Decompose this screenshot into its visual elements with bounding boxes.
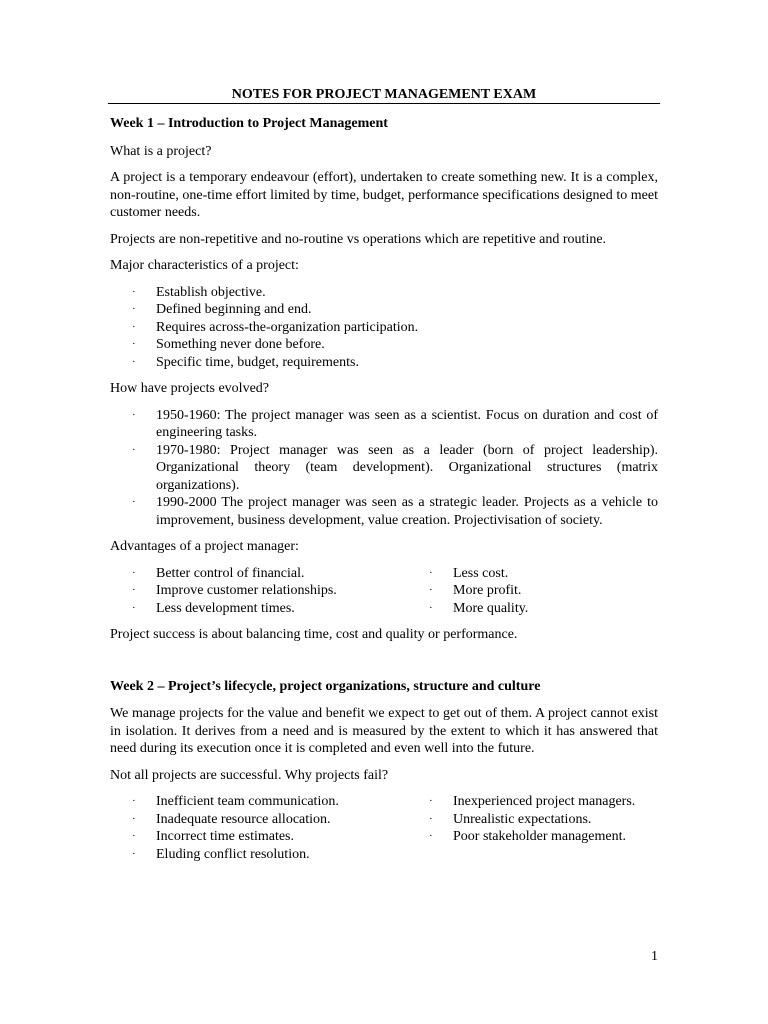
advantages-list-left xyxy=(110,565,407,618)
characteristics-list xyxy=(110,284,658,372)
list-item: · More quality. xyxy=(407,600,658,618)
list-item: · 1990-2000 The project manager was seen as a strategic leader. Projects as a vehicle to improvement, business development, value creation. Projectivisation of society. xyxy=(110,494,658,529)
list-item: · Better control of financial. xyxy=(110,565,407,583)
list-item: · Inexperienced project managers. xyxy=(407,793,658,811)
fail-columns xyxy=(110,793,658,863)
list-item: · Less development times. xyxy=(110,600,407,618)
week2-paragraph-value: We manage projects for the value and benefit we expect to get out of them. A project cannot exist in isolation. It derives from a need and is measured by the extent to which it has answered that need during its execution once it is completed and even well into the future. xyxy=(110,706,658,756)
list-item: · Specific time, budget, requirements. xyxy=(110,354,658,372)
page-number: 1 xyxy=(651,949,658,964)
week1-heading: Week 1 – Introduction to Project Management xyxy=(110,116,388,131)
list-item: · More profit. xyxy=(407,582,658,600)
list-item: · Inadequate resource allocation. xyxy=(110,811,407,829)
week2-heading: Week 2 – Project’s lifecycle, project organizations, structure and culture xyxy=(110,678,541,694)
list-item: · Requires across-the-organization participation. xyxy=(110,319,658,337)
advantages-columns xyxy=(110,565,658,618)
document-body xyxy=(110,115,658,872)
title-rule xyxy=(108,103,660,104)
list-item: · Establish objective. xyxy=(110,284,658,302)
week1-question-characteristics: Major characteristics of a project: xyxy=(110,258,299,273)
list-item: · Unrealistic expectations. xyxy=(407,811,658,829)
list-item: · Eluding conflict resolution. xyxy=(110,846,407,864)
document-title: NOTES FOR PROJECT MANAGEMENT EXAM xyxy=(231,87,537,102)
list-item: · 1950-1960: The project manager was seen as a scientist. Focus on duration and cost of engineering tasks. xyxy=(110,407,658,442)
evolution-list xyxy=(110,407,658,530)
week1-paragraph-definition: A project is a temporary endeavour (effort), undertaken to create something new. It is a complex, non-routine, one-time effort limited by time, budget, performance specifications designed to meet customer needs. xyxy=(110,170,658,220)
list-item: · Inefficient team communication. xyxy=(110,793,407,811)
fail-list-right xyxy=(407,793,658,863)
week1-question-advantages: Advantages of a project manager: xyxy=(110,539,299,554)
list-item: · Defined beginning and end. xyxy=(110,301,658,319)
list-item: · Less cost. xyxy=(407,565,658,583)
list-item: · Incorrect time estimates. xyxy=(110,828,407,846)
list-item: · 1970-1980: Project manager was seen as a leader (born of project leadership). Organizational theory (team development). Organizational structures (matrix organizations). xyxy=(110,442,658,495)
fail-list-left xyxy=(110,793,407,863)
week2-question-fail: Not all projects are successful. Why projects fail? xyxy=(110,767,389,783)
week1-question-evolution: How have projects evolved? xyxy=(110,381,269,396)
list-item: · Poor stakeholder management. xyxy=(407,828,658,846)
week1-question-what-is-project: What is a project? xyxy=(110,143,212,159)
week1-paragraph-success: Project success is about balancing time, cost and quality or performance. xyxy=(110,627,518,642)
list-item: · Improve customer relationships. xyxy=(110,582,407,600)
list-item: · Something never done before. xyxy=(110,336,658,354)
week1-paragraph-operations: Projects are non-repetitive and no-routine vs operations which are repetitive and routine. xyxy=(110,231,607,247)
advantages-list-right xyxy=(407,565,658,618)
